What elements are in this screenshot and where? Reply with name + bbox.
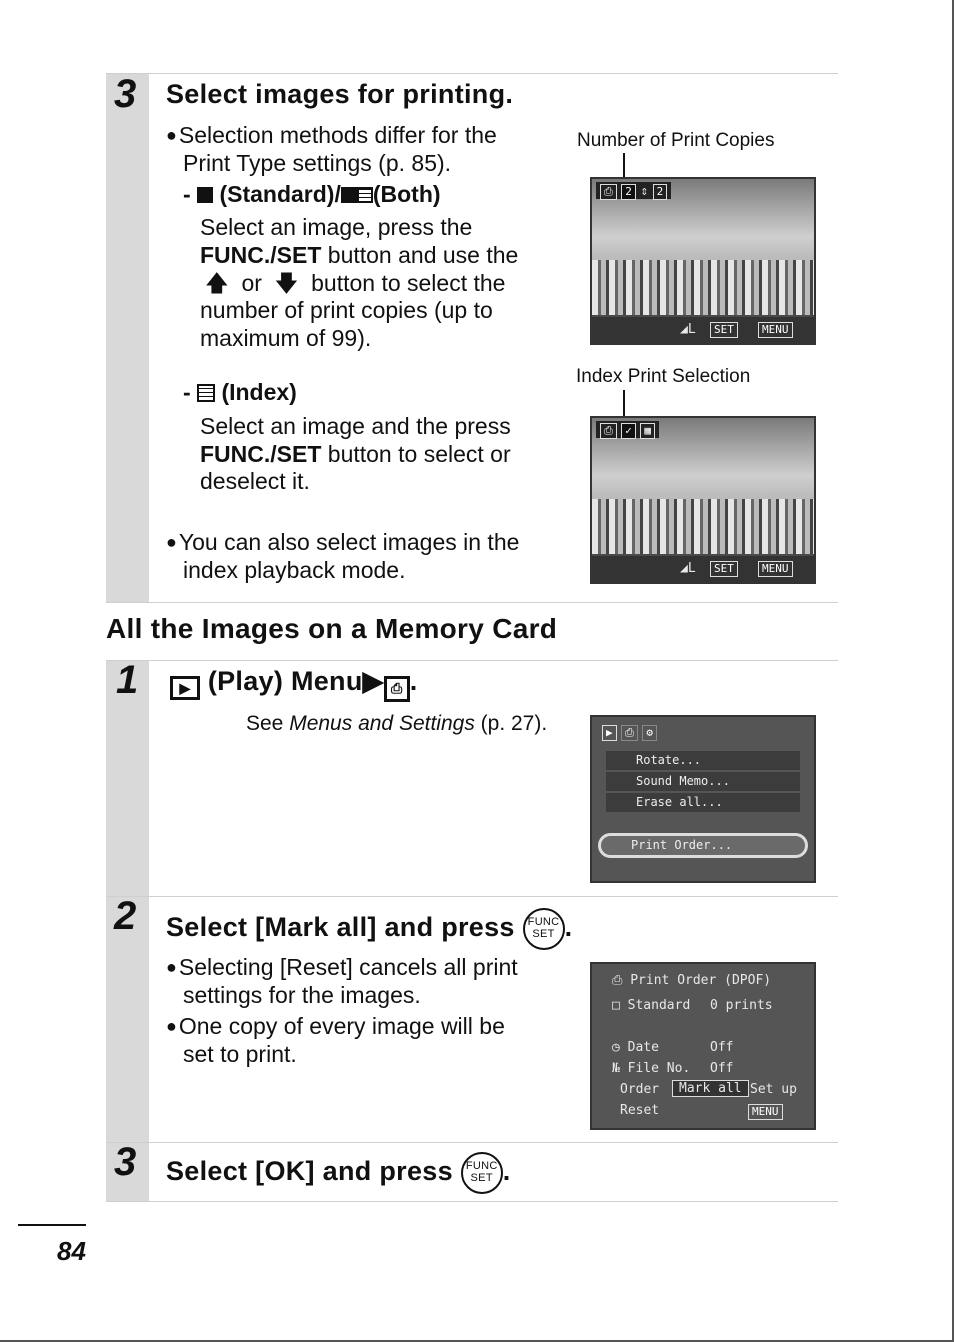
standard-label: □ Standard [612,998,691,1013]
menu-item-print-order[interactable]: Print Order... [598,833,808,858]
lcd-status-bar [592,556,814,582]
index-text-2: FUNC./SET button to select or [200,441,511,467]
quality-icon: ◢L [680,561,696,576]
index-overlay [596,421,659,438]
reset-button[interactable]: Reset [620,1103,660,1118]
lcd-status-bar [592,317,814,343]
index-text-1: Select an image and the press [200,413,511,439]
bullet-text-cont: Print Type settings (p. 85). [183,150,452,176]
bullet-text: ● You can also select images in the [166,528,519,558]
step-number: 1 [116,658,139,702]
section-rule [106,1201,838,1202]
section-title: All the Images on a Memory Card [106,613,558,644]
step-number: 3 [114,1140,137,1184]
standard-text-3: 🡅 or 🡇 button to select the [205,270,506,296]
check-icon: ✓ [621,423,636,439]
prints-count: 0 prints [710,998,773,1013]
step-heading: Select [Mark all] and press FUNC SET . [166,908,572,950]
print-tab-icon: ⎙ [621,725,638,741]
standard-text-5: maximum of 99). [200,325,372,351]
quality-icon: ◢L [680,322,696,337]
play-tab-icon: ▶ [602,725,617,741]
menu-label: MENU [758,322,793,338]
standard-print-icon [341,187,357,203]
camera-screen-index-selection [590,416,816,584]
date-value[interactable]: Off [710,1040,734,1055]
set-up-button[interactable]: Set up [750,1082,797,1097]
menu-label: MENU [748,1104,783,1120]
index-text-3: deselect it. [200,468,310,494]
step-bar [106,74,149,602]
file-no-value[interactable]: Off [710,1061,734,1076]
copies-overlay [596,182,671,199]
index-icon: ▦ [640,423,655,439]
step-heading: Select [OK] and press FUNC SET . [166,1152,511,1194]
order-label: Order [620,1082,660,1097]
camera-screen-print-copies [590,177,816,345]
up-down-icon: ⇕ [640,184,649,199]
setup-tab-icon: ⚙ [642,725,657,741]
up-arrow-icon: 🡅 [205,270,229,296]
index-print-icon [197,384,215,402]
copies-value-2: 2 [653,184,668,200]
step-heading: ▶ (Play) Menu▶ ⎙ . [170,666,418,702]
standard-text-1: Select an image, press the [200,214,473,240]
standard-text-2: FUNC./SET button and use the [200,242,519,268]
set-label: SET [710,322,738,338]
index-subheading: - (Index) [183,379,297,405]
standard-subheading: - (Standard)/ (Both) [183,181,441,207]
photo-city [592,260,814,315]
print-order-title: ⎙ Print Order (DPOF) [612,973,772,988]
step-number: 2 [114,894,137,938]
caption-print-copies: Number of Print Copies [577,130,775,151]
menu-item[interactable]: Erase all... [606,793,800,812]
section-rule [106,660,838,661]
menu-tabs [602,723,657,743]
func-set-icon: FUNC SET [523,908,565,950]
bullet-text-cont: index playback mode. [183,557,406,583]
section-rule [106,896,838,897]
file-no-label: № File No. [612,1061,691,1076]
arrow-right-icon: ▶ [362,666,384,696]
menu-item[interactable]: Rotate... [606,751,800,770]
page-number: 84 [57,1236,86,1266]
bullet-text: ● Selection methods differ for the [166,121,497,151]
bullet-text-cont: settings for the images. [183,982,421,1008]
down-arrow-icon: 🡇 [274,270,299,296]
print-icon: ⎙ [384,676,410,702]
func-set-icon: FUNC SET [461,1152,503,1194]
section-rule [106,1142,838,1143]
caption-index-selection: Index Print Selection [576,366,751,387]
menu-item[interactable]: Sound Memo... [606,772,800,791]
page-number-rule [18,1224,86,1226]
play-icon: ▶ [170,676,200,700]
bullet-text: ● Selecting [Reset] cancels all print [166,953,518,983]
bullet-text: ● One copy of every image will be [166,1012,505,1042]
camera-screen-play-menu [590,715,816,883]
date-label: ◷ Date [612,1040,659,1055]
standard-print-icon [197,187,213,203]
copies-value: 2 [621,184,636,200]
index-print-icon [357,187,373,203]
camera-screen-print-order [590,962,816,1130]
mark-all-button[interactable]: Mark all [672,1080,749,1097]
bullet-text-cont: set to print. [183,1041,297,1067]
print-icon: ⎙ [600,423,617,439]
photo-city [592,499,814,554]
set-label: SET [710,561,738,577]
section-rule [106,602,838,603]
print-icon: ⎙ [600,184,617,200]
top-rule [106,73,838,74]
standard-text-4: number of print copies (up to [200,297,493,323]
menu-label: MENU [758,561,793,577]
step-heading: Select images for printing. [166,79,514,109]
see-reference: See Menus and Settings (p. 27). [246,712,548,735]
step-number: 3 [114,72,137,116]
